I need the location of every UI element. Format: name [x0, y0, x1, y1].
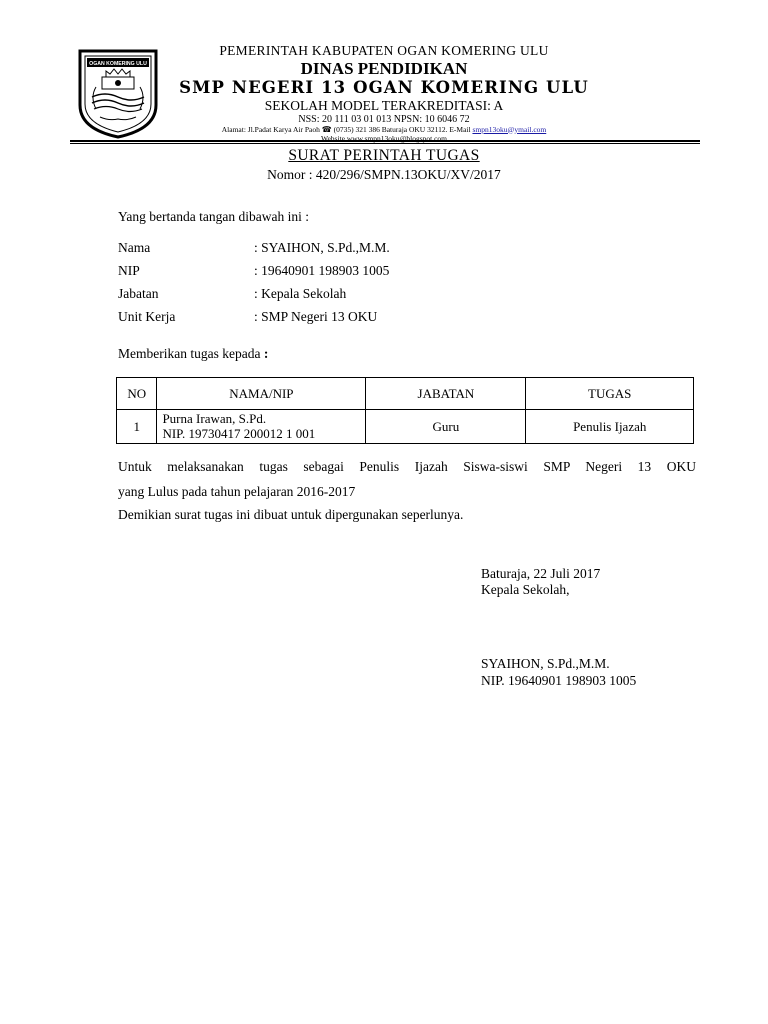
- cell-tugas: Penulis Ijazah: [526, 410, 694, 444]
- purpose-line-2: yang Lulus pada tahun pelajaran 2016-2017: [118, 484, 356, 499]
- address-contact: (0735) 321 386 Baturaja OKU 32112. E-Mail: [333, 124, 471, 134]
- signature-position: Kepala Sekolah,: [481, 582, 570, 597]
- assignee-nip: NIP. 19730417 200012 1 001: [162, 425, 316, 441]
- school-codes: NSS: 20 111 03 01 013 NPSN: 10 6046 72: [298, 113, 470, 125]
- school-website: Website www.smpn13oku@blogspot.com: [320, 133, 448, 143]
- letterhead-rule-thin: [70, 143, 700, 144]
- cell-nama-nip: [157, 410, 366, 444]
- address-street: Alamat: Jl.Padat Karya Air Paoh: [221, 124, 320, 134]
- cell-no: 1: [117, 410, 157, 444]
- field-label-nama: Nama: [118, 240, 151, 255]
- letter-heading: SURAT PERINTAH TUGAS: [288, 147, 480, 164]
- letter-title: [0, 147, 768, 183]
- column-header-tugas: TUGAS: [526, 378, 694, 410]
- field-value-nip: : 19640901 198903 1005: [254, 263, 390, 278]
- field-value-jabatan: : Kepala Sekolah: [254, 286, 347, 301]
- signature-place-date: Baturaja, 22 Juli 2017: [481, 566, 601, 581]
- closing-statement: Demikian surat tugas ini dibuat untuk dipergunakan seperlunya.: [118, 507, 464, 522]
- phone-icon: ☎: [321, 124, 332, 134]
- cell-jabatan: Guru: [366, 410, 526, 444]
- field-label-nip: NIP: [118, 263, 140, 278]
- school-address: [170, 126, 598, 134]
- column-header-nama-nip: NAMA/NIP: [157, 378, 366, 410]
- intro-text: Yang bertanda tangan dibawah ini :: [118, 209, 309, 224]
- table-row: [117, 410, 694, 444]
- field-value-unit-kerja: : SMP Negeri 13 OKU: [254, 309, 378, 324]
- assignment-text: Memberikan tugas kepada: [118, 346, 261, 361]
- logo-text: OGAN KOMERING ULU: [89, 61, 147, 67]
- signature-nip: NIP. 19640901 198903 1005: [481, 673, 637, 688]
- department-name: DINAS PENDIDIKAN: [300, 58, 468, 78]
- table-header-row: [117, 378, 694, 410]
- regency-logo: [76, 47, 160, 139]
- field-label-jabatan: Jabatan: [118, 286, 159, 301]
- email-link[interactable]: smpn13oku@ymail.com: [472, 124, 547, 134]
- signature-name: SYAIHON, S.Pd.,M.M.: [481, 656, 610, 671]
- field-label-unit-kerja: Unit Kerja: [118, 309, 176, 324]
- assignment-intro: [118, 346, 268, 362]
- accreditation: SEKOLAH MODEL TERAKREDITASI: A: [264, 98, 504, 113]
- column-header-no: NO: [117, 378, 157, 410]
- field-value-nama: : SYAIHON, S.Pd.,M.M.: [254, 240, 390, 255]
- letterhead-rule-thick: [70, 140, 700, 142]
- letter-number: Nomor : 420/296/SMPN.13OKU/XV/2017: [267, 167, 501, 182]
- assignee-name: Purna Irawan, S.Pd.: [162, 410, 267, 426]
- assignment-table: [116, 377, 694, 444]
- government-name: PEMERINTAH KABUPATEN OGAN KOMERING ULU: [219, 43, 549, 58]
- purpose-line-1: Untuk melaksanakan tugas sebagai Penulis Ijazah Siswa-siswi SMP Negeri 13 OKU: [118, 459, 696, 474]
- column-header-jabatan: JABATAN: [366, 378, 526, 410]
- letterhead: [170, 44, 598, 143]
- assignment-colon: :: [263, 346, 269, 361]
- school-name: SMP NEGERI 13 OGAN KOMERING ULU: [179, 77, 589, 97]
